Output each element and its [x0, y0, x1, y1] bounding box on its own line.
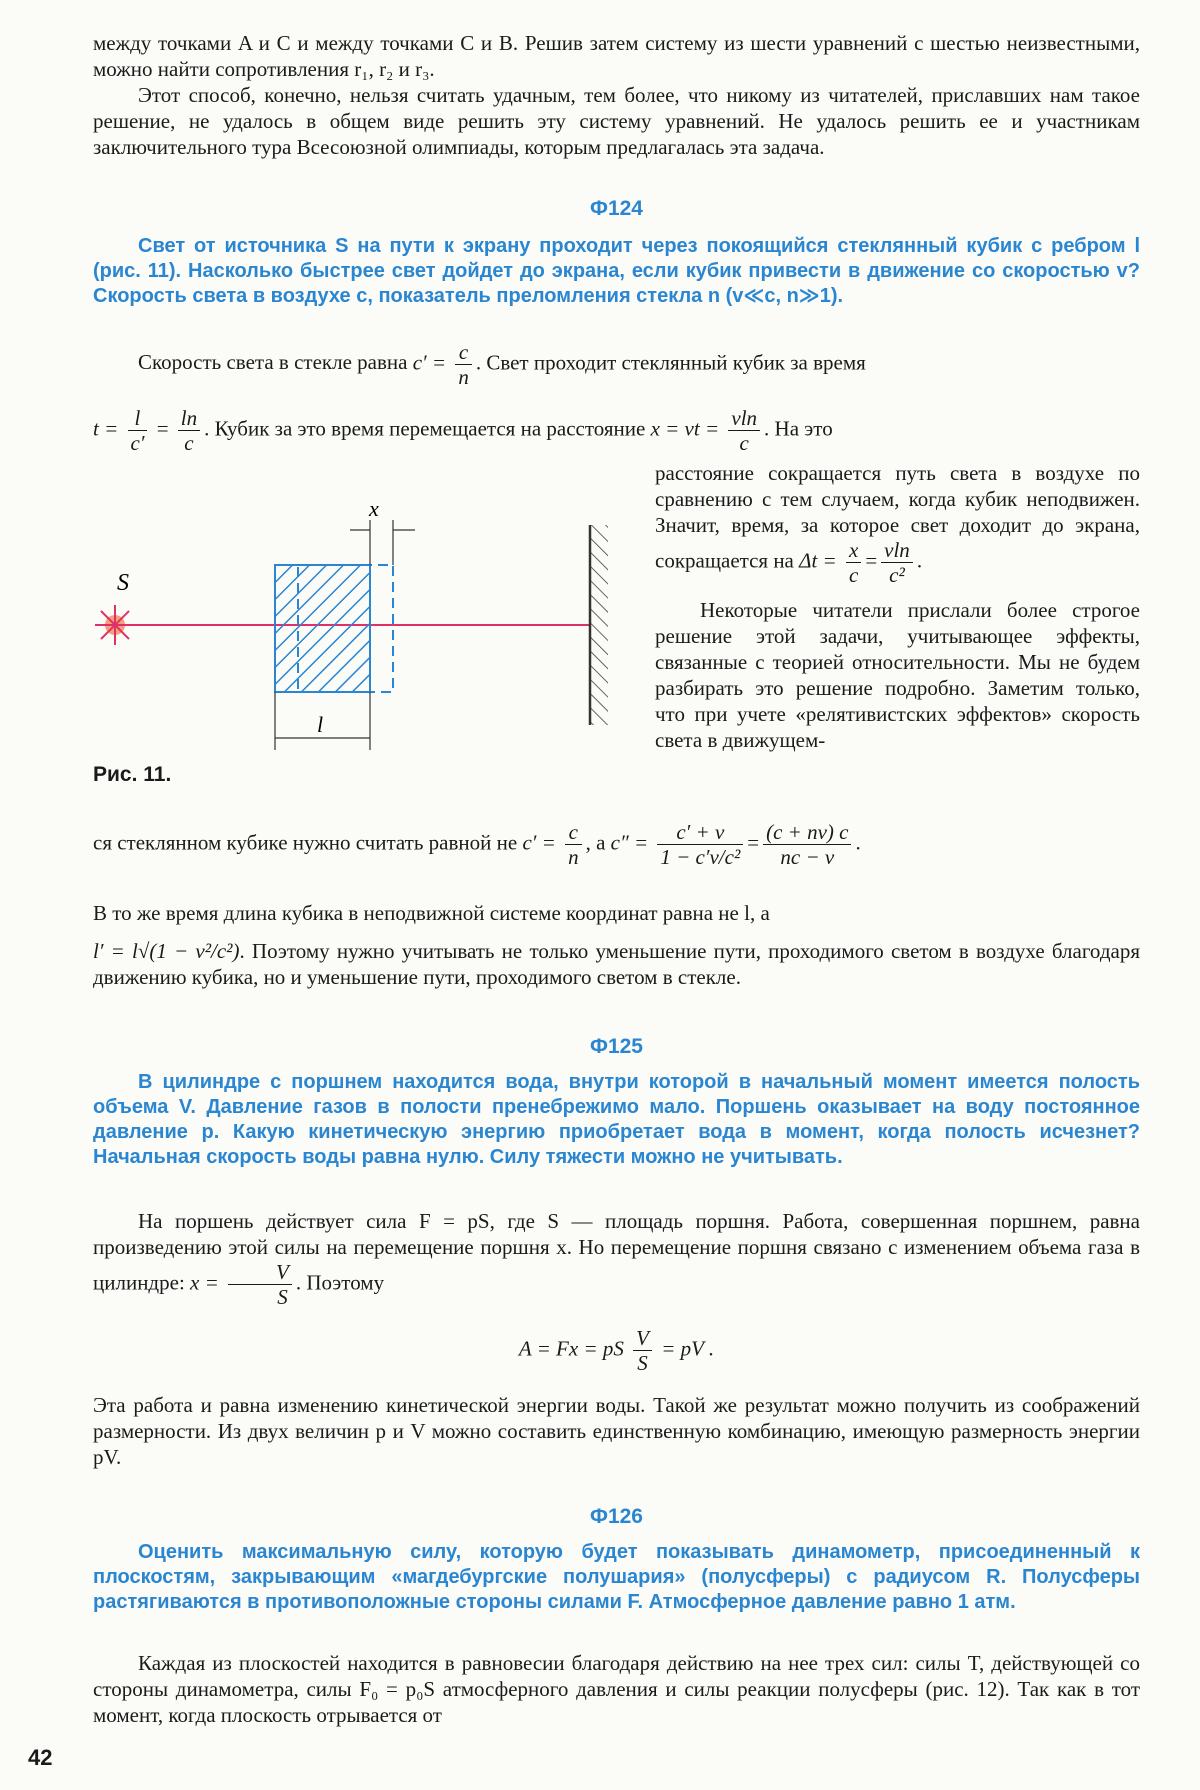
- figure-label-l: l: [317, 712, 324, 737]
- f124-line1-text: Скорость света в стекле равна: [138, 350, 408, 375]
- frac-x-over-c: [846, 538, 861, 587]
- frac-num: c: [455, 340, 472, 365]
- frac-num: V: [228, 1260, 292, 1285]
- frac-num: l: [128, 406, 148, 431]
- figure-11: [85, 500, 625, 770]
- eq-c-prime-2: c′ =: [522, 830, 556, 855]
- f124-line2: [93, 406, 1140, 455]
- frac-num: c: [565, 820, 582, 845]
- eq-dt: Δt =: [799, 548, 837, 573]
- dimension-x: [350, 520, 415, 565]
- f125-equation-A: [93, 1326, 1140, 1375]
- f124-line2-tail: . На это: [764, 416, 833, 441]
- f124-line1-tail: . Свет проходит стеклянный кубик за время: [475, 350, 866, 375]
- frac-relativistic: [657, 820, 743, 869]
- f125-p1-tail: . Поэтому: [295, 1270, 385, 1295]
- f124-right-text-2: Некоторые читатели прислали более строгое решение этой задачи, учитывающее эффекты, связанные с теорией относительности. Мы не будем разбирать это решение подробно. Заметим только, что при учете «релятивистских эффектов» скорость света в движущем-: [655, 598, 1140, 752]
- frac-den: nc − v: [780, 845, 835, 869]
- figure-label-x: x: [369, 500, 379, 521]
- frac-ln-over-c: [178, 406, 200, 455]
- f126-solution: [93, 1650, 1140, 1728]
- frac-num: V: [633, 1326, 652, 1351]
- f125-solution: [93, 1208, 1140, 1309]
- eq-t: t =: [93, 416, 119, 441]
- frac-c-over-n: [455, 340, 472, 389]
- f124-right-column: [655, 460, 1140, 753]
- eq-A: A = Fx = pS: [518, 1336, 624, 1361]
- frac-den: n: [458, 365, 469, 389]
- page-number: 42: [28, 1745, 53, 1770]
- f124-line1: [93, 340, 1140, 389]
- frac-den: c: [739, 431, 749, 455]
- frac-l-over-cprime: [128, 406, 148, 455]
- f125-p1-text: На поршень действует сила F = pS, где S — площадь поршня. Работа, совершенная поршнем, равна произведению этой силы на перемещение поршня x. Но перемещение поршня связано с изменением объема газа в цилиндре:: [93, 1209, 1140, 1295]
- f124-line5: [93, 938, 1140, 990]
- frac-num: ln: [178, 406, 200, 431]
- eq-A-tail: = pV .: [661, 1336, 715, 1361]
- figure-11-caption: Рис. 11.: [93, 763, 172, 786]
- f124-line4: [93, 900, 1140, 926]
- frac-den: c: [848, 563, 859, 587]
- frac-den: c: [184, 431, 194, 455]
- frac-V-over-S-2: [633, 1326, 652, 1375]
- f125-paragraph-1: [93, 1208, 1140, 1309]
- eq-c-double-prime: c″ =: [610, 830, 649, 855]
- eq-c-prime: c′ =: [412, 350, 447, 375]
- frac-den: S: [277, 1285, 288, 1309]
- f124-line5-text: . Поэтому нужно учитывать не только уменьшение пути, проходимого светом в воздухе благодаря движению кубика, но и уменьшение пути, проходимого светом в стекле.: [93, 939, 1140, 989]
- heading-f125: Ф125: [590, 1035, 643, 1058]
- frac-V-over-S: [228, 1260, 292, 1309]
- frac-den: S: [637, 1351, 648, 1375]
- frac-den: 1 − c′v/c²: [660, 845, 741, 869]
- frac-vln-over-c: [728, 406, 760, 455]
- frac-vln-over-c2: [881, 538, 913, 587]
- frac-den: c′: [130, 431, 145, 455]
- intro-paragraph-1: между точками A и C и между точками C и B. Решив затем систему из шести уравнений с шестью неизвестными, можно найти сопротивления r₁, r₂ и r₃.: [93, 31, 1140, 81]
- f124-right-text: расстояние сокращается путь света в воздухе по сравнению с тем случаем, когда кубик неподвижен. Значит, время, за которое свет доходит до экрана, сокращается на Δt = $\frac{x}{c}$ = $\frac{vln}{\text{c²}}$ .: [655, 461, 1140, 587]
- f124-line4-text: В то же время длина кубика в неподвижной системе координат равна не l, а: [93, 901, 770, 925]
- frac-num: c′ + v: [657, 820, 743, 845]
- figure-label-S: S: [117, 570, 129, 596]
- problem-f125-text: В цилиндре с поршнем находится вода, внутри которой в начальный момент имеется полость объема V. Давление газов в полости пренебрежимо мало. Поршень оказывает на воду постоянное давление p. Какую кинетическую энергию приобретает вода в момент, когда полость исчезнет? Начальная скорость воды равна нулю. Силу тяжести можно не учитывать.: [93, 1071, 1140, 1168]
- frac-den: c²: [889, 563, 905, 587]
- problem-f124: [93, 234, 1140, 309]
- frac-num: vln: [728, 406, 760, 431]
- frac-num: vln: [881, 538, 913, 563]
- glass-cube: [275, 565, 370, 692]
- frac-den: n: [568, 845, 579, 869]
- f126-paragraph-1: Каждая из плоскостей находится в равновесии благодаря действию на нее трех сил: силы T, действующей со стороны динамометра, силы F₀ = p₀S атмосферного давления и силы реакции полусферы (рис. 12). Так как в тот момент, когда плоскость отрывается от: [93, 1651, 1140, 1727]
- frac-num: (c + nv) c: [763, 820, 851, 845]
- eq-l-prime: l′ = l√(1 − v²/c²): [93, 939, 240, 963]
- f125-paragraph-2: Эта работа и равна изменению кинетической энергии воды. Такой же результат можно получить из соображений размерности. Из двух величин p и V можно составить единственную комбинацию, имеющую размерность энергии pV.: [93, 1393, 1140, 1469]
- frac-result: [763, 820, 851, 869]
- f124-line2-mid: . Кубик за это время перемещается на расстояние: [204, 416, 646, 441]
- f124-line3-a: , а: [585, 830, 606, 855]
- f124-right-text-span: расстояние сокращается путь света в воздухе по сравнению с тем случаем, когда кубик неподвижен. Значит, время, за которое свет доходит до экрана, сокращается на: [655, 461, 1140, 573]
- heading-f126: Ф126: [590, 1505, 643, 1528]
- f125-conclusion: [93, 1392, 1140, 1470]
- frac-c-over-n-2: [565, 820, 582, 869]
- heading-f124: Ф124: [590, 197, 643, 220]
- f124-line3: ся стеклянном кубике нужно считать равной не c′ = $\frac{c}{n}$ , а c″ = $\frac{c' + v}{\text{1 − c′v/c²}}$ = $\frac{(c + nv) c}{nc - v}$ .: [93, 820, 861, 869]
- eq-equals: =: [156, 416, 169, 441]
- eq-x-vs: x =: [190, 1270, 219, 1295]
- intro-block: [93, 30, 1140, 160]
- problem-f126-text: Оценить максимальную силу, которую будет показывать динамометр, присоединенный к плоскостям, закрывающим «магдебургские полушария» (полусферы) с радиусом R. Полусферы растягиваются в противоположные стороны силами F. Атмосферное давление равно 1 атм.: [93, 1541, 1140, 1613]
- f124-line3-text: ся стеклянном кубике нужно считать равной не: [93, 830, 518, 855]
- screen-wall: [590, 525, 608, 725]
- eq-x-vt: x = vt =: [650, 416, 720, 441]
- problem-f125: [93, 1070, 1140, 1170]
- intro-paragraph-2: Этот способ, конечно, нельзя считать удачным, тем более, что никому из читателей, приславших нам такое решение, не удалось в общем виде решить эту систему уравнений. Не удалось решить ее и участникам заключительного тура Всесоюзной олимпиады, которым предлагалась эта задача.: [93, 83, 1140, 159]
- problem-f124-text: Свет от источника S на пути к экрану проходит через покоящийся стеклянный кубик с ребром l (рис. 11). Насколько быстрее свет дойдет до экрана, если кубик привести в движение со скоростью v? Скорость света в воздухе c, показатель преломления стекла n (v≪c, n≫1).: [93, 235, 1140, 307]
- problem-f126: [93, 1540, 1140, 1615]
- frac-num: x: [846, 538, 861, 563]
